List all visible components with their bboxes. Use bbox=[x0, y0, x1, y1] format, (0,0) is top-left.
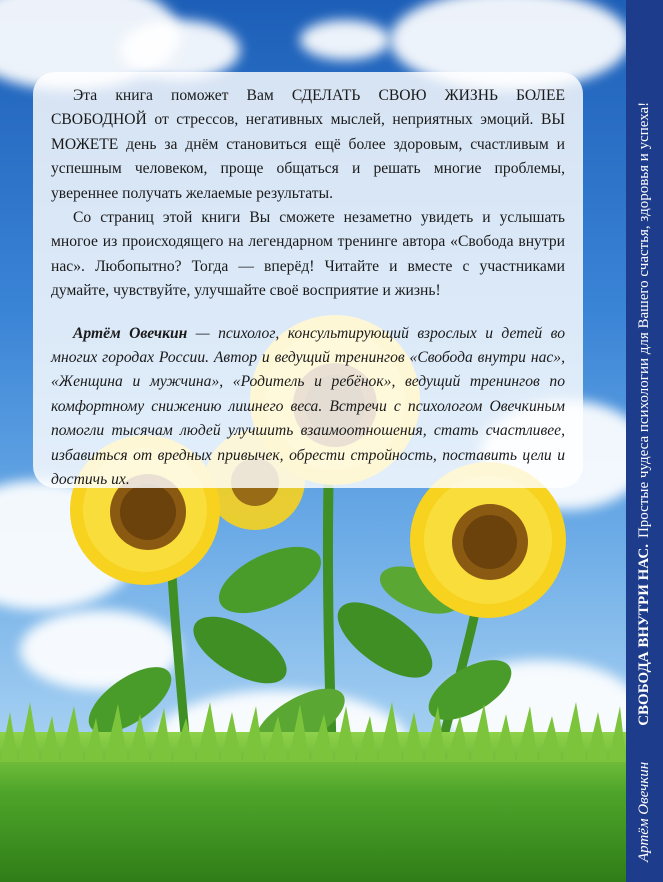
description-panel bbox=[33, 72, 583, 488]
spine-subtitle: Простые чудеса психологии для Вашего счастья, здоровья и успеха! bbox=[636, 101, 652, 539]
author-name: Артём Овечкин bbox=[73, 324, 188, 342]
spine-text bbox=[626, 0, 663, 882]
description-paragraph: Со страниц этой книги Вы сможете незаметно увидеть и услышать многое из происходящего на легендарном тренинге автора «Свобода внутри нас». Любопытно? Тогда — вперёд! Читайте и вместе с участниками думайте, чувствуйте, улучшайте своё восприятие и жизнь! bbox=[51, 209, 565, 300]
spine-author: Артём Овечкин bbox=[636, 761, 652, 862]
leaf bbox=[209, 533, 331, 627]
description-paragraph bbox=[51, 84, 565, 206]
description-highlight: СДЕЛАТЬ СВОЮ ЖИЗНЬ БОЛЕЕ СВОБОДНОЙ bbox=[51, 87, 565, 129]
leaf bbox=[183, 603, 297, 697]
description-text: от стрессов, негативных мыслей, неприятных эмоций. ВЫ МОЖЕТЕ день за днём становиться ещё более здоровым, счастливым и успешным человеком, проще общаться и решать многие проблемы, увереннее получать желаемые результаты. bbox=[51, 111, 565, 202]
spine-title: СВОБОДА ВНУТРИ НАС. bbox=[636, 544, 652, 726]
author-bio bbox=[51, 322, 565, 493]
description-text: Эта книга поможет Вам bbox=[73, 87, 292, 104]
grass-blades bbox=[0, 702, 626, 762]
author-bio-text: — психолог, консультирующий взрослых и детей во многих городах России. Автор и ведущий тренингов «Свобода внутри нас», «Женщина и мужчина», «Родитель и ребёнок», ведущий тренингов по комфортному снижению лишнего веса. Встречи с психологом Овечкиным помогли тысячам людей улучшить взаимоотношения, стать счастливее, избавиться от вредных привычек, обрести стройность, поставить цели и достичь их. bbox=[51, 324, 566, 489]
